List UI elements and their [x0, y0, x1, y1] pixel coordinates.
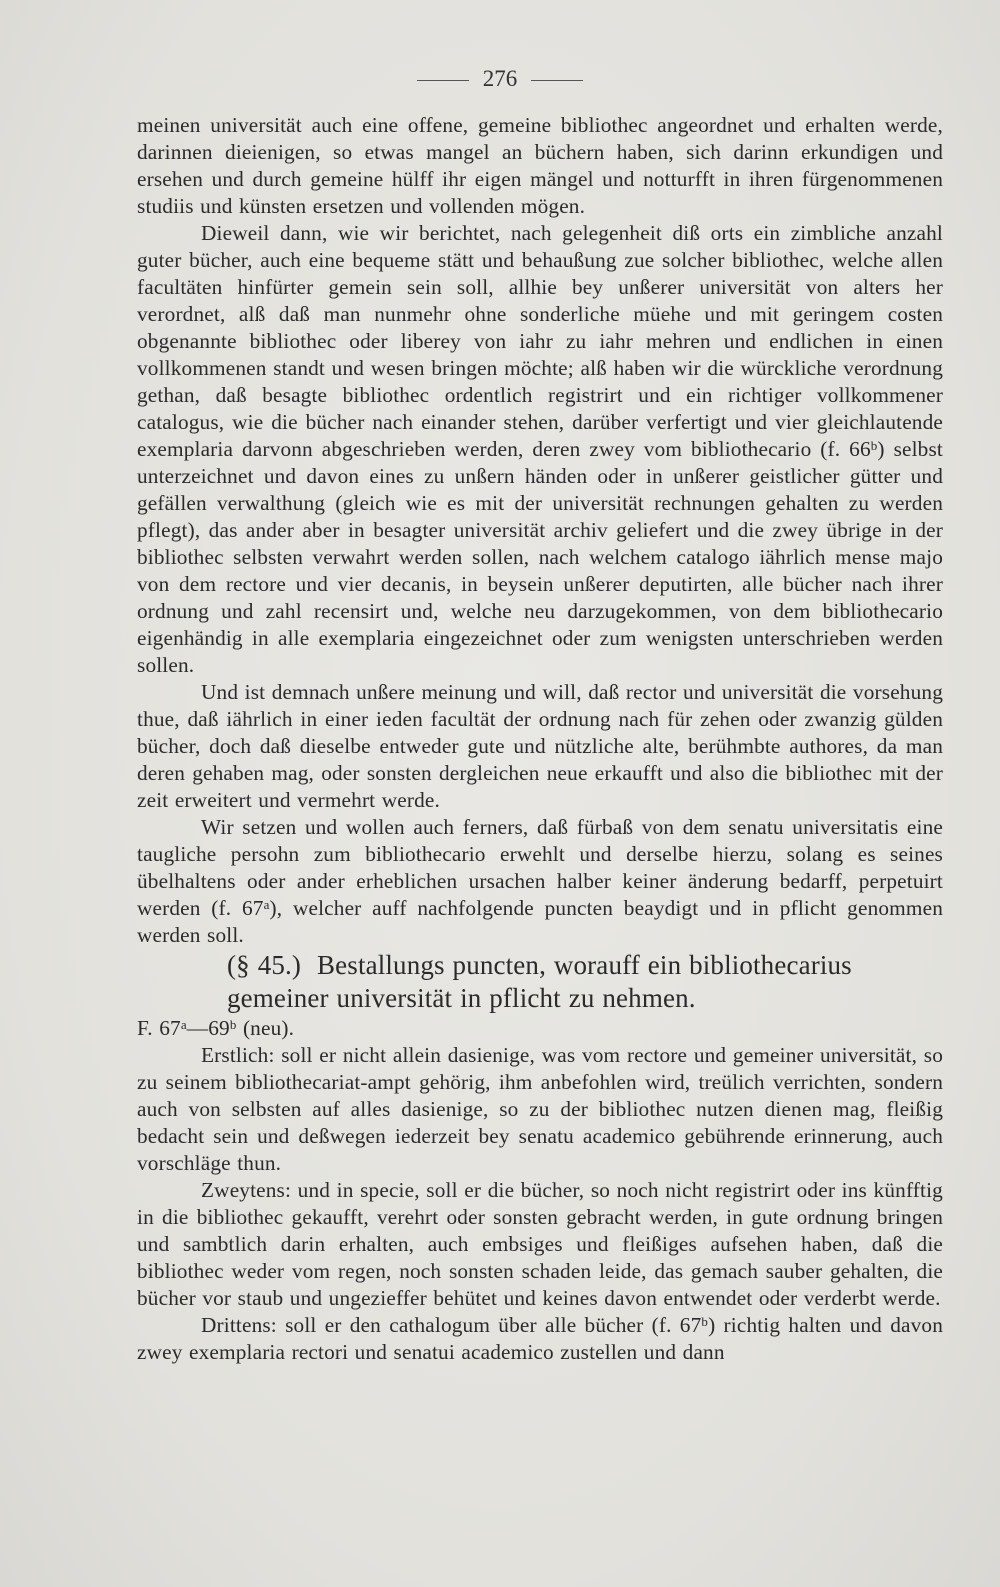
item-3-text-b: ) richtig halten und davon zwey exemplaria rectori und senatui academico zustellen und dann — [137, 1313, 943, 1364]
item-1: Erstlich: soll er nicht allein dasienige, was vom rectore und gemeiner universität, so zu seinem bibliothecariat-ampt gehörig, ihm anbefohlen wird, treülich verrichten, sondern auch von selbsten auf alles dasienige, so zu der bibliothec nutzen dienen mag, fleißig bedacht sein und deßwegen iederzeit bey senatu academico gebührende erinnerung, auch vorschläge thun. — [137, 1043, 943, 1175]
paragraph-3: Und ist demnach unßere meinung und will, daß rector und universität die vorsehung thue, daß iährlich in einer ieden facultät der ordnung nach für zehen oder zwanzig gülden bücher, doch daß dieselbe entweder gute und nützliche alte, berühmbte authores, da man deren gehaben mag, oder sonsten dergleichen neue erkaufft und also die bibliothec mit der zeit erweitert und vermehrt werde. — [137, 680, 943, 812]
folio-superscript: a — [180, 1017, 187, 1032]
section-title: Bestallungs puncten, worauff ein bibliothecarius gemeiner universität in pflicht zu nehmen. — [227, 950, 852, 1013]
page-number: 276 — [482, 66, 518, 91]
paragraph-2-text-b: ) selbst unterzeichnet und davon eines zu unßern händen oder in unßerer geistlicher gütter und gefällen verwalthung (gleich wie es mit der universität rechnungen gehalten zu werden pflegt), das ander aber in besagter universität archiv geliefert und die zwey übrige in der bibliothec selbsten verwahrt werden sollen, nach welchem catalogo iährlich mense majo von dem rectore und vier decanis, in beysein unßerer deputirten, alle bücher nach ihrer ordnung und zahl recensirt und, welche neu darzugekommen, von dem bibliothecario eigenhändig in alle exemplaria eingezeichnet oder zum wenigsten unterschrieben werden sollen. — [137, 437, 943, 677]
paragraph-2-text-a: Dieweil dann, wie wir berichtet, nach gelegenheit diß orts ein zimbliche anzahl guter bücher, auch eine bequeme stätt und behaußung zue solcher bibliothec, welche allen facultäten hinfürter gemein sein soll, allhie bey unßerer universität von alters her verordnet, alß daß man nunmehr ohne sonderliche müehe und mit geringem costen obgenannte bibliothec oder liberey von iahr zu iahr mehren und endlichen in einen vollkommenen standt und wesen bringen möchte; alß haben wir die würckliche verordnung gethan, daß besagte bibliothec ordentlich registrirt und ein richtiger vollkommener catalogus, wie die bücher nach einander stehen, darüber verfertigt und vier gleichlautende exemplaria darvonn abgeschrieben werden, deren zwey vom bibliothecario (f. 66 — [137, 221, 943, 461]
section-number: (§ 45.) — [227, 950, 302, 980]
folio-superscript: b — [870, 438, 878, 453]
folio-reference — [137, 1015, 943, 1042]
paragraph-4-text-b: ), welcher auff nachfolgende puncten beaydigt und in pflicht genommen werden soll. — [137, 896, 944, 947]
section-heading — [137, 949, 943, 1015]
folio-superscript: b — [701, 1314, 709, 1329]
paragraph-1: meinen universität auch eine offene, gemeine bibliothec angeordnet und erhalten werde, darinnen dieienigen, so etwas mangel an büchern haben, sich darinn erkundigen und ersehen und durch gemeine hülff ihr eigen mängel und notturfft in ihren fürgenommenen studiis und künsten ersetzen und vollenden mögen. — [137, 113, 943, 218]
header-dash-right — [531, 80, 583, 81]
paragraph-2 — [137, 220, 943, 679]
page-header — [0, 66, 1000, 92]
folio-text-a: F. 67 — [137, 1016, 181, 1040]
folio-superscript: b — [229, 1017, 237, 1032]
folio-text-end: (neu). — [236, 1016, 295, 1040]
header-dash-left — [417, 80, 469, 81]
folio-superscript: a — [263, 897, 270, 912]
item-3 — [137, 1312, 943, 1366]
item-2: Zweytens: und in specie, soll er die bücher, so noch nicht registrirt oder ins künfftig in die bibliothec gekaufft, verehrt oder sonsten gebracht werden, in gute ordnung bringen und sambtlich darin erhalten, auch embsiges und fleißiges aufsehen haben, daß die bibliothec weder vom regen, noch sonsten schaden leide, das gemach sauber gehalten, die bücher vor staub und ungezieffer behütet und keines davon entwendet oder verderbt werde. — [137, 1178, 943, 1310]
body-text — [137, 112, 943, 1366]
paragraph-4 — [137, 814, 943, 949]
item-3-text-a: Drittens: soll er den cathalogum über alle bücher (f. 67 — [201, 1313, 702, 1337]
folio-text-mid: —69 — [186, 1016, 230, 1040]
paragraph-4-text-a: Wir setzen und wollen auch ferners, daß fürbaß von dem senatu universitatis eine taugliche persohn zum bibliothecario erwehlt und derselbe hierzu, solang es seines übelhaltens oder ander erheblichen ursachen halber keiner änderung bedarff, perpetuirt werden (f. 67 — [137, 815, 943, 920]
